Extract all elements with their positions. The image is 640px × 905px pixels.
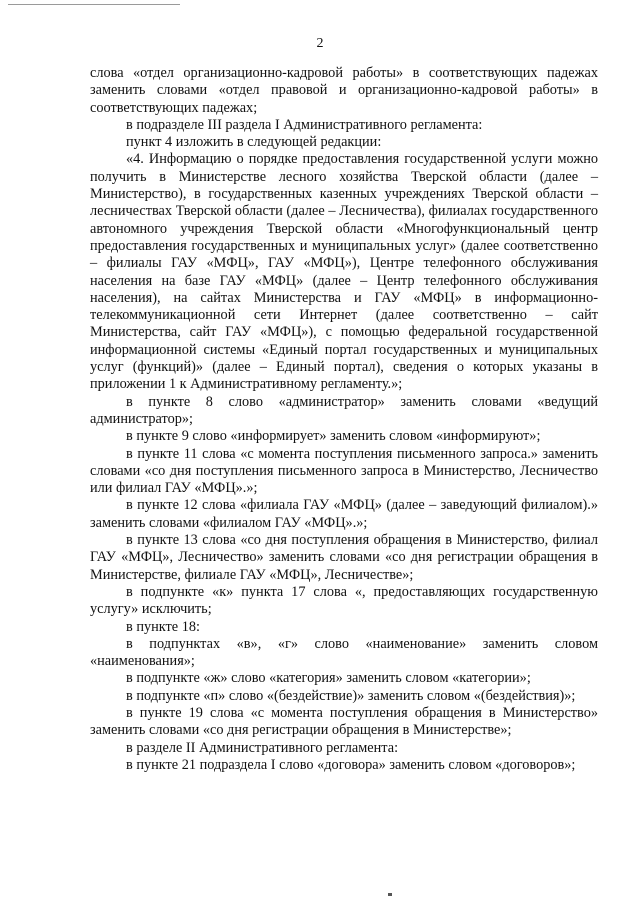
paragraph-14: в подпункте «п» слово «(бездействие)» заменить словом «(бездействия)»;: [126, 687, 576, 704]
paragraph-12: в подпунктах «в», «г» слово «наименование» заменить словом «наименования»;: [90, 635, 598, 670]
scan-artifact-mark: [388, 893, 392, 896]
document-body: [90, 65, 598, 774]
paragraph-6: в пункте 9 слово «информирует» заменить словом «информируют»;: [126, 428, 541, 445]
paragraph-17: в пункте 21 подраздела I слово «договора» заменить словом «договоров»;: [126, 756, 576, 773]
paragraph-2: в подразделе III раздела I Административного регламента:: [126, 116, 483, 133]
paragraph-11: в пункте 18:: [126, 618, 200, 635]
paragraph-9: в пункте 13 слова «со дня поступления обращения в Министерство, филиал ГАУ «МФЦ», Лесничество» заменить словами «со дня регистрации обращения в Министерстве, филиале ГАУ «МФЦ», Лесничестве»;: [90, 532, 598, 583]
paragraph-10: в подпункте «к» пункта 17 слова «, предоставляющих государственную услугу» исключить;: [90, 583, 598, 618]
paragraph-1: слова «отдел организационно-кадровой работы» в соответствующих падежах заменить словами «отдел правовой и организационно-кадровой работы» в соответствующих падежах;: [90, 65, 598, 116]
paragraph-13: в подпункте «ж» слово «категория» заменить словом «категории»;: [126, 670, 531, 687]
scan-edge-line: [8, 4, 180, 5]
paragraph-8: в пункте 12 слова «филиала ГАУ «МФЦ» (далее – заведующий филиалом).» заменить словами «филиалом ГАУ «МФЦ».»;: [90, 497, 598, 531]
paragraph-15: в пункте 19 слова «с момента поступления обращения в Министерство» заменить словами «со дня регистрации обращения в Министерстве»;: [90, 704, 598, 739]
paragraph-3: пункт 4 изложить в следующей редакции:: [126, 134, 382, 151]
paragraph-4: «4. Информацию о порядке предоставления государственной услуги можно получить в Министерстве лесного хозяйства Тверской области (далее – Министерство), в государственных казенных учреждениях Тверской области – лесничествах Тверской области (далее – Лесничества), филиалах государственного автономного учреждения Тверской области «Многофункциональный центр предоставления государственных и муниципальных услуг» (далее соответственно – филиалы ГАУ «МФЦ», ГАУ «МФЦ»), Центре телефонного обслуживания населения на базе ГАУ «МФЦ» (далее – Центр телефонного обслуживания населения), на сайтах Министерства и ГАУ «МФЦ» в информационно-телекоммуникационной сети Интернет (далее соответственно – сайт Министерства, сайт ГАУ «МФЦ»), с помощью федеральной государственной информационной системы «Единый портал государственных и муниципальных услуг (функций)» (далее – Единый портал), сведения о которых указаны в приложении 1 к Административному регламенту.»;: [90, 151, 598, 393]
paragraph-5: в пункте 8 слово «администратор» заменить словами «ведущий администратор»;: [90, 393, 598, 427]
page-number: 2: [316, 36, 324, 51]
paragraph-7: в пункте 11 слова «с момента поступления письменного запроса.» заменить словами «со дня поступления письменного запроса в Министерство, Лесничество или филиал ГАУ «МФЦ».»;: [90, 445, 598, 497]
paragraph-16: в разделе II Административного регламента:: [126, 739, 399, 756]
